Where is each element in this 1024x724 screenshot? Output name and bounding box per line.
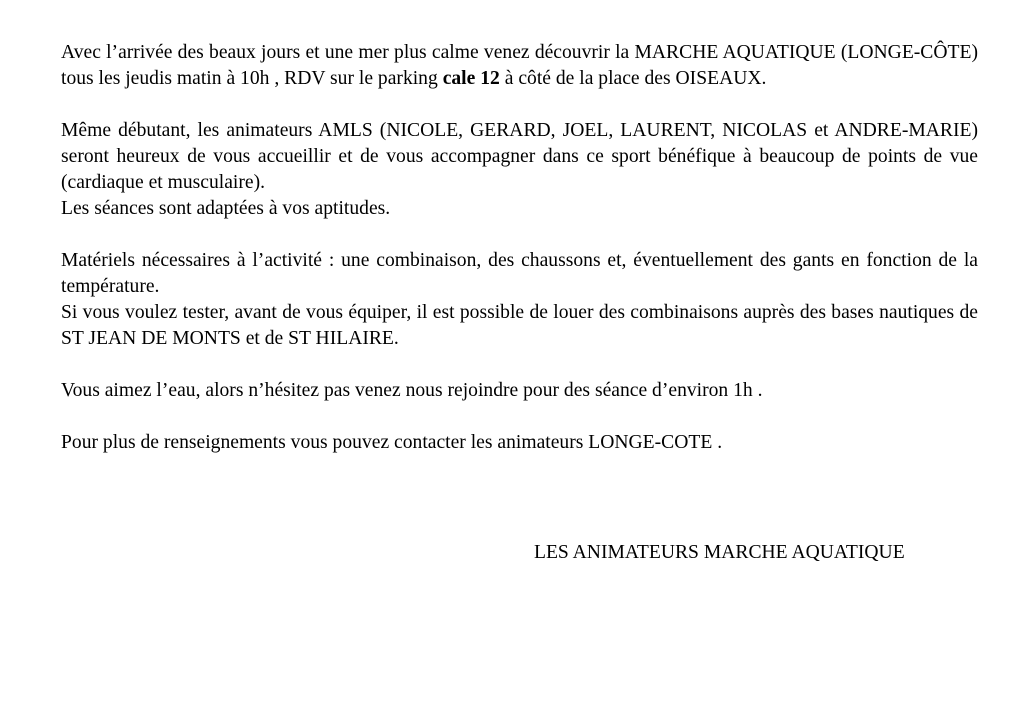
paragraph-spacer	[61, 404, 978, 430]
contact-paragraph: Pour plus de renseignements vous pouvez contacter les animateurs LONGE-COTE .	[61, 432, 723, 453]
sessions-paragraph: Les séances sont adaptées à vos aptitudes.	[61, 198, 391, 219]
animators-paragraph: Même débutant, les animateurs AMLS (NICOLE, GERARD, JOEL, LAURENT, NICOLAS et ANDRE-MARIE) seront heureux de vous accueillir et de vous accompagner dans ce sport bénéfique à beaucoup de points de vue (cardiaque et musculaire).	[61, 120, 978, 193]
location-highlight: cale 12	[442, 68, 500, 89]
paragraph-spacer	[61, 352, 978, 378]
equipment-paragraph: Matériels nécessaires à l’activité : une combinaison, des chaussons et, éventuellement des gants en fonction de la température.	[61, 250, 978, 297]
document-body	[61, 40, 978, 456]
intro-text-end: à côté de la place des OISEAUX.	[499, 68, 767, 89]
intro-paragraph	[61, 40, 978, 92]
rental-paragraph: Si vous voulez tester, avant de vous équiper, il est possible de louer des combinaisons auprès des bases nautiques de ST JEAN DE MONTS et de ST HILAIRE.	[61, 302, 978, 349]
paragraph-spacer	[61, 92, 978, 118]
intro-text: Avec l’arrivée des beaux jours et une mer plus calme venez découvrir la MARCHE AQUATIQUE (LONGE-CÔTE) tous les jeudis matin à 10h , RDV sur le parking	[61, 42, 978, 89]
signature: LES ANIMATEURS MARCHE AQUATIQUE	[534, 542, 905, 563]
paragraph-spacer	[61, 222, 978, 248]
invitation-paragraph: Vous aimez l’eau, alors n’hésitez pas venez nous rejoindre pour des séance d’environ 1h .	[61, 380, 763, 401]
